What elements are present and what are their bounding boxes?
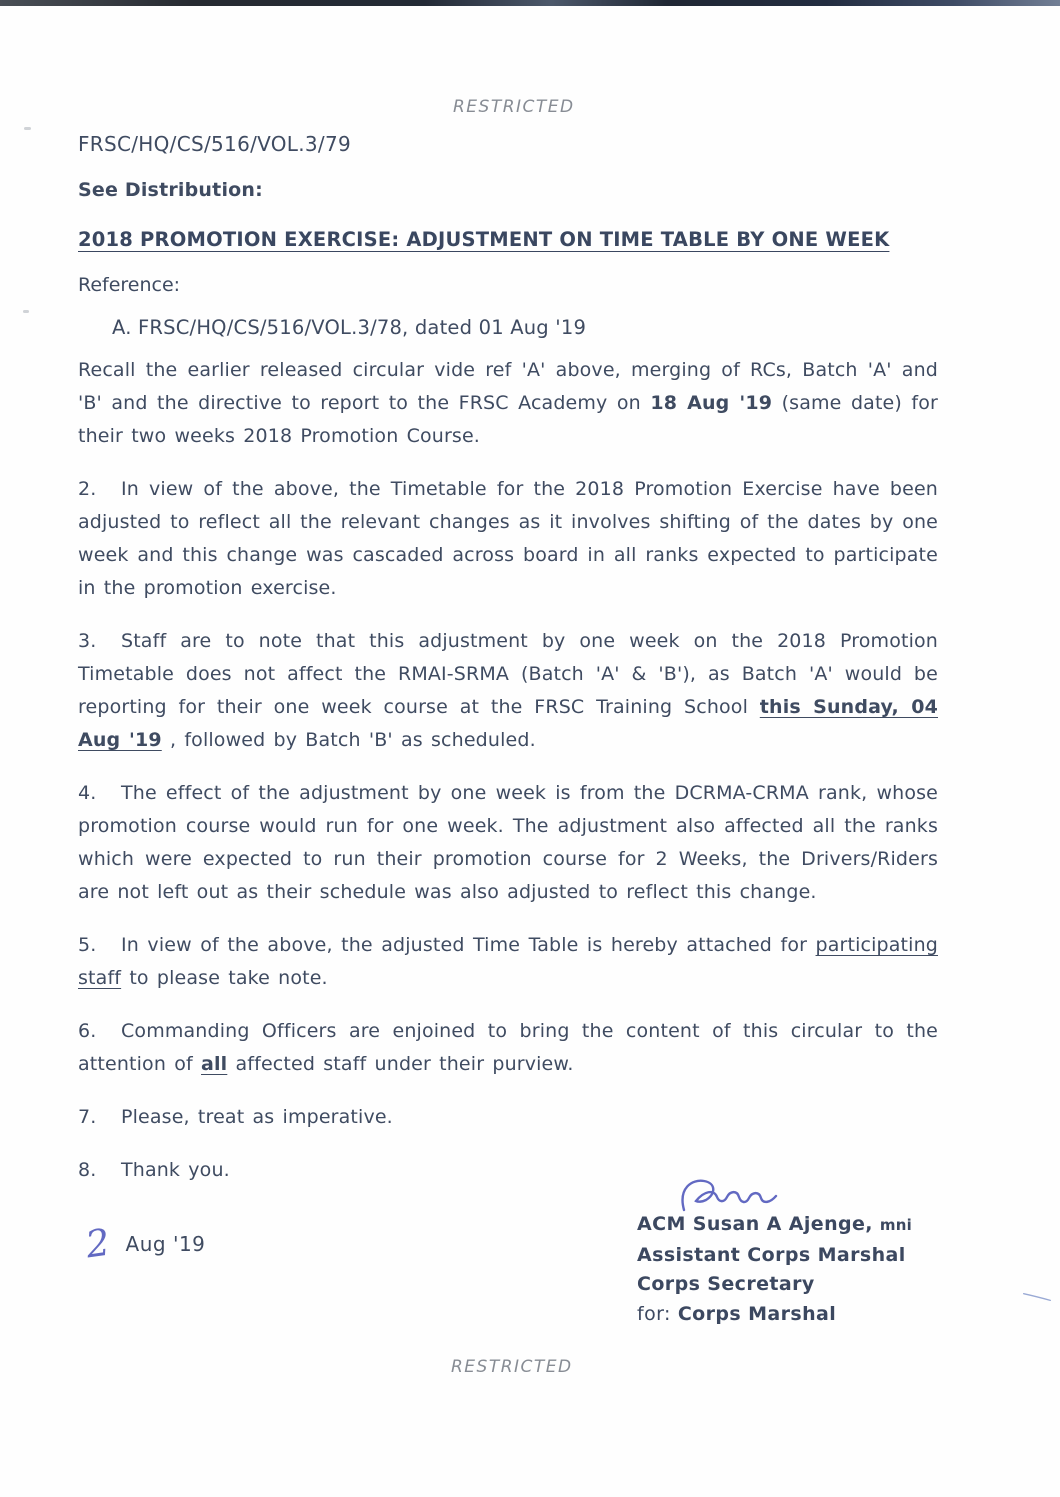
text-segment: to please take note. xyxy=(121,967,328,989)
scan-speck xyxy=(24,127,31,130)
text-segment: Staff are to note that this adjustment by one week on the 2018 Promotion Timetable does not affect the RMAI-SRMA (Batch 'A' & 'B'), as Batch 'A' would be reporting for their one week course at the FRSC Training School xyxy=(78,630,938,718)
date-line xyxy=(83,1220,206,1267)
scan-speck xyxy=(23,310,29,313)
classification-footer: RESTRICTED xyxy=(451,1357,573,1377)
text-segment: affected staff under their purview. xyxy=(227,1053,574,1075)
text-segment: (same date) for their two weeks 2018 Promotion Course. xyxy=(78,392,938,447)
paragraph-number: 8. xyxy=(78,1159,97,1181)
paragraph xyxy=(78,929,938,995)
document-title: 2018 PROMOTION EXERCISE: ADJUSTMENT ON TIME TABLE BY ONE WEEK xyxy=(78,228,890,251)
text-segment: this Sunday, 04 Aug '19 xyxy=(78,696,938,751)
signatory-name-line xyxy=(637,1210,912,1241)
paragraph-list xyxy=(78,354,938,1207)
text-segment: 18 Aug '19 xyxy=(650,392,773,414)
signatory-honours: mni xyxy=(879,1216,912,1234)
for-label: for: xyxy=(637,1302,671,1325)
text-segment: participating staff xyxy=(78,934,938,989)
file-reference-number: FRSC/HQ/CS/516/VOL.3/79 xyxy=(78,132,352,156)
signatory-title: Corps Secretary xyxy=(637,1273,815,1295)
text-segment: all xyxy=(201,1053,228,1075)
paragraph xyxy=(78,473,938,605)
text-segment: In view of the above, the adjusted Time Table is hereby attached for xyxy=(121,934,816,956)
paragraph xyxy=(78,625,938,757)
signature-block xyxy=(637,1210,912,1329)
text-segment: , followed by Batch 'B' as scheduled. xyxy=(161,729,536,751)
distribution-line: See Distribution: xyxy=(78,179,263,201)
paragraph-number: 7. xyxy=(78,1106,97,1128)
reference-label: Reference: xyxy=(78,274,181,296)
paragraph-number: 2. xyxy=(78,478,97,500)
paragraph xyxy=(78,1101,938,1134)
paragraph xyxy=(78,1015,938,1081)
paragraph-number: 3. xyxy=(78,630,97,652)
text-segment: Please, treat as imperative. xyxy=(121,1106,393,1128)
paragraph xyxy=(78,777,938,909)
handwritten-day-numeral: 2 xyxy=(83,1220,113,1267)
printed-date: Aug '19 xyxy=(125,1231,206,1256)
reference-item: A. FRSC/HQ/CS/516/VOL.3/78, dated 01 Aug '19 xyxy=(112,316,587,339)
classification-header: RESTRICTED xyxy=(453,97,575,117)
signatory-for-line xyxy=(637,1300,912,1330)
paragraph xyxy=(78,1154,938,1187)
text-segment: Thank you. xyxy=(121,1159,230,1181)
signatory-rank: Assistant Corps Marshal xyxy=(637,1243,906,1266)
text-segment: Recall the earlier released circular vide ref 'A' above, merging of RCs, Batch 'A' and 'B' and the directive to report to the FRSC Academy on xyxy=(78,359,938,414)
for-value: Corps Marshal xyxy=(677,1302,837,1325)
text-segment: In view of the above, the Timetable for the 2018 Promotion Exercise have been adjusted to reflect all the relevant changes as it involves shifting of the dates by one week and this change was cascaded across board in all ranks expected to participate in the promotion exercise. xyxy=(78,478,938,599)
text-segment: Commanding Officers are enjoined to bring the content of this circular to the attention of xyxy=(78,1020,938,1075)
scanner-edge-artifact xyxy=(0,0,1060,6)
paragraph-number: 5. xyxy=(78,934,97,956)
pen-mark xyxy=(1020,1292,1054,1302)
paragraph xyxy=(78,354,938,453)
paragraph-number: 4. xyxy=(78,782,97,804)
paragraph-number: 6. xyxy=(78,1020,97,1042)
signatory-name: ACM Susan A Ajenge, xyxy=(637,1213,873,1235)
text-segment: The effect of the adjustment by one week is from the DCRMA-CRMA rank, whose promotion course would run for one week. The adjustment also affected all the ranks which were expected to run their promotion course for 2 Weeks, the Drivers/Riders are not left out as their schedule was also adjusted to reflect this change. xyxy=(78,782,938,903)
